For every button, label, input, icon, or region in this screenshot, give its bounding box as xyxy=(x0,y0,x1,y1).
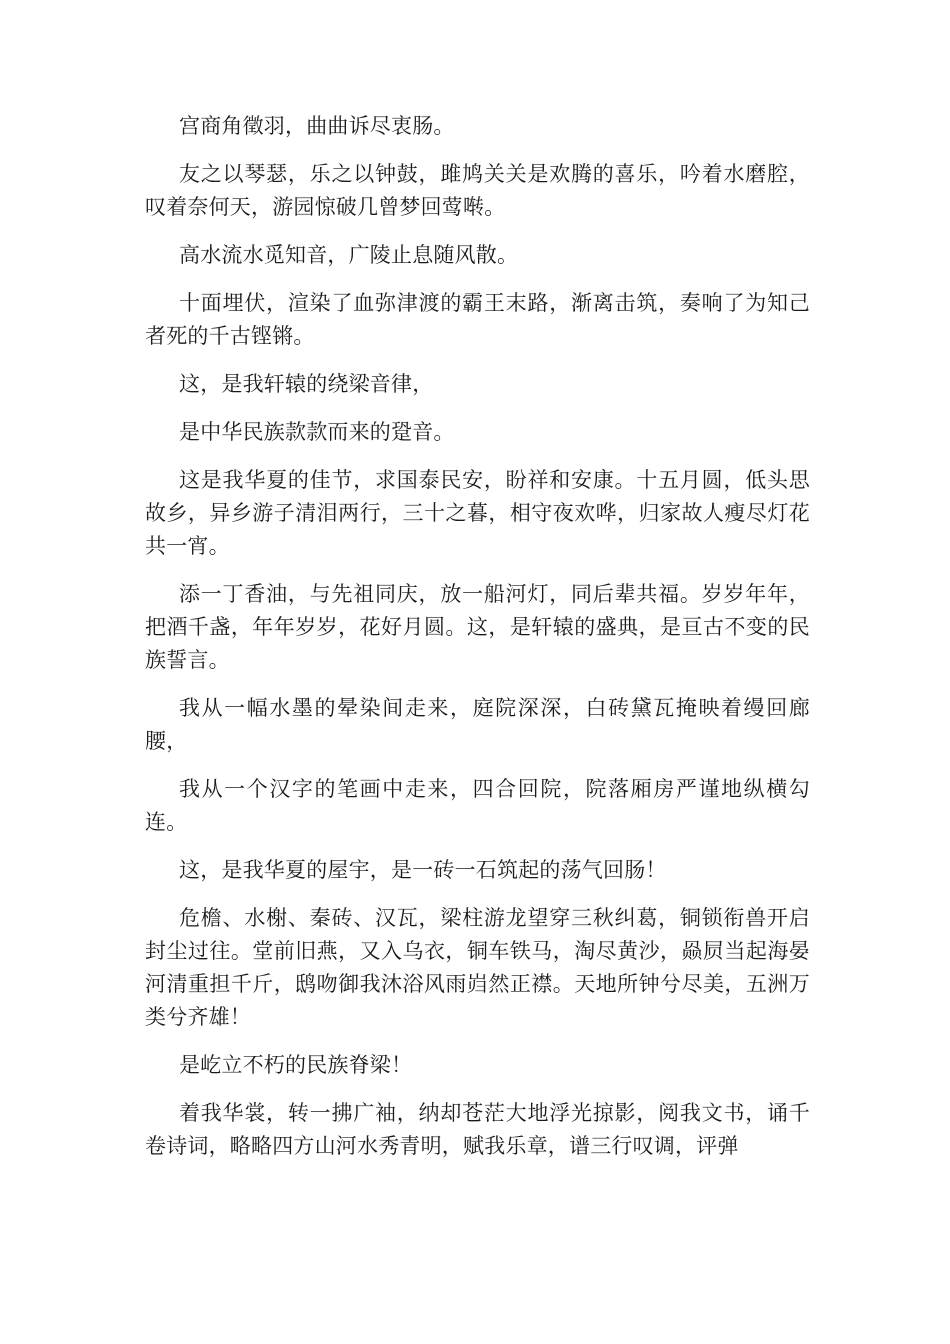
paragraph: 友之以琴瑟，乐之以钟鼓，雎鸠关关是欢腾的喜乐，吟着水磨腔，叹着奈何天，游园惊破几曾梦回莺啭。 xyxy=(145,162,810,219)
paragraph: 添一丁香油，与先祖同庆，放一船河灯，同后辈共福。岁岁年年，把酒千盏，年年岁岁，花好月圆。这，是轩辕的盛典，是亘古不变的民族誓言。 xyxy=(145,582,810,672)
paragraph: 高水流水觅知音，广陵止息随风散。 xyxy=(179,243,519,267)
paragraph: 我从一个汉字的笔画中走来，四合回院，院落厢房严谨地纵横勾连。 xyxy=(145,777,810,834)
paragraph: 这是我华夏的佳节，求国泰民安，盼祥和安康。十五月圆，低头思故乡，异乡游子清泪两行，三十之暮，相守夜欢哗，归家故人瘦尽灯花共一宵。 xyxy=(145,468,810,558)
paragraph: 宫商角徵羽，曲曲诉尽衷肠。 xyxy=(179,114,455,138)
paragraph: 我从一幅水墨的晕染间走来，庭院深深，白砖黛瓦掩映着缦回廊腰， xyxy=(145,696,810,753)
paragraph: 这，是我华夏的屋宇，是一砖一石筑起的荡气回肠！ xyxy=(179,858,667,882)
document-body xyxy=(145,110,810,1178)
paragraph: 这，是我轩辕的绕梁音律， xyxy=(179,372,434,396)
paragraph: 十面埋伏，渲染了血弥津渡的霸王末路，渐离击筑，奏响了为知己者死的千古铿锵。 xyxy=(145,291,810,348)
paragraph: 危檐、水榭、秦砖、汉瓦，梁柱游龙望穿三秋纠葛，铜锁衔兽开启封尘过往。堂前旧燕，又入乌衣，铜车铁马，淘尽黄沙，赑屃当起海晏河清重担千斤，鸱吻御我沐浴风雨岿然正襟。天地所钟兮尽美，五洲万类兮齐雄！ xyxy=(145,906,810,1029)
paragraph: 是中华民族款款而来的跫音。 xyxy=(179,420,455,444)
paragraph: 着我华裳，转一拂广袖，纳却苍茫大地浮光掠影，阅我文书，诵千卷诗词，略略四方山河水秀青明，赋我乐章，谱三行叹调，评弹 xyxy=(145,1101,810,1158)
paragraph: 是屹立不朽的民族脊梁！ xyxy=(179,1053,413,1077)
